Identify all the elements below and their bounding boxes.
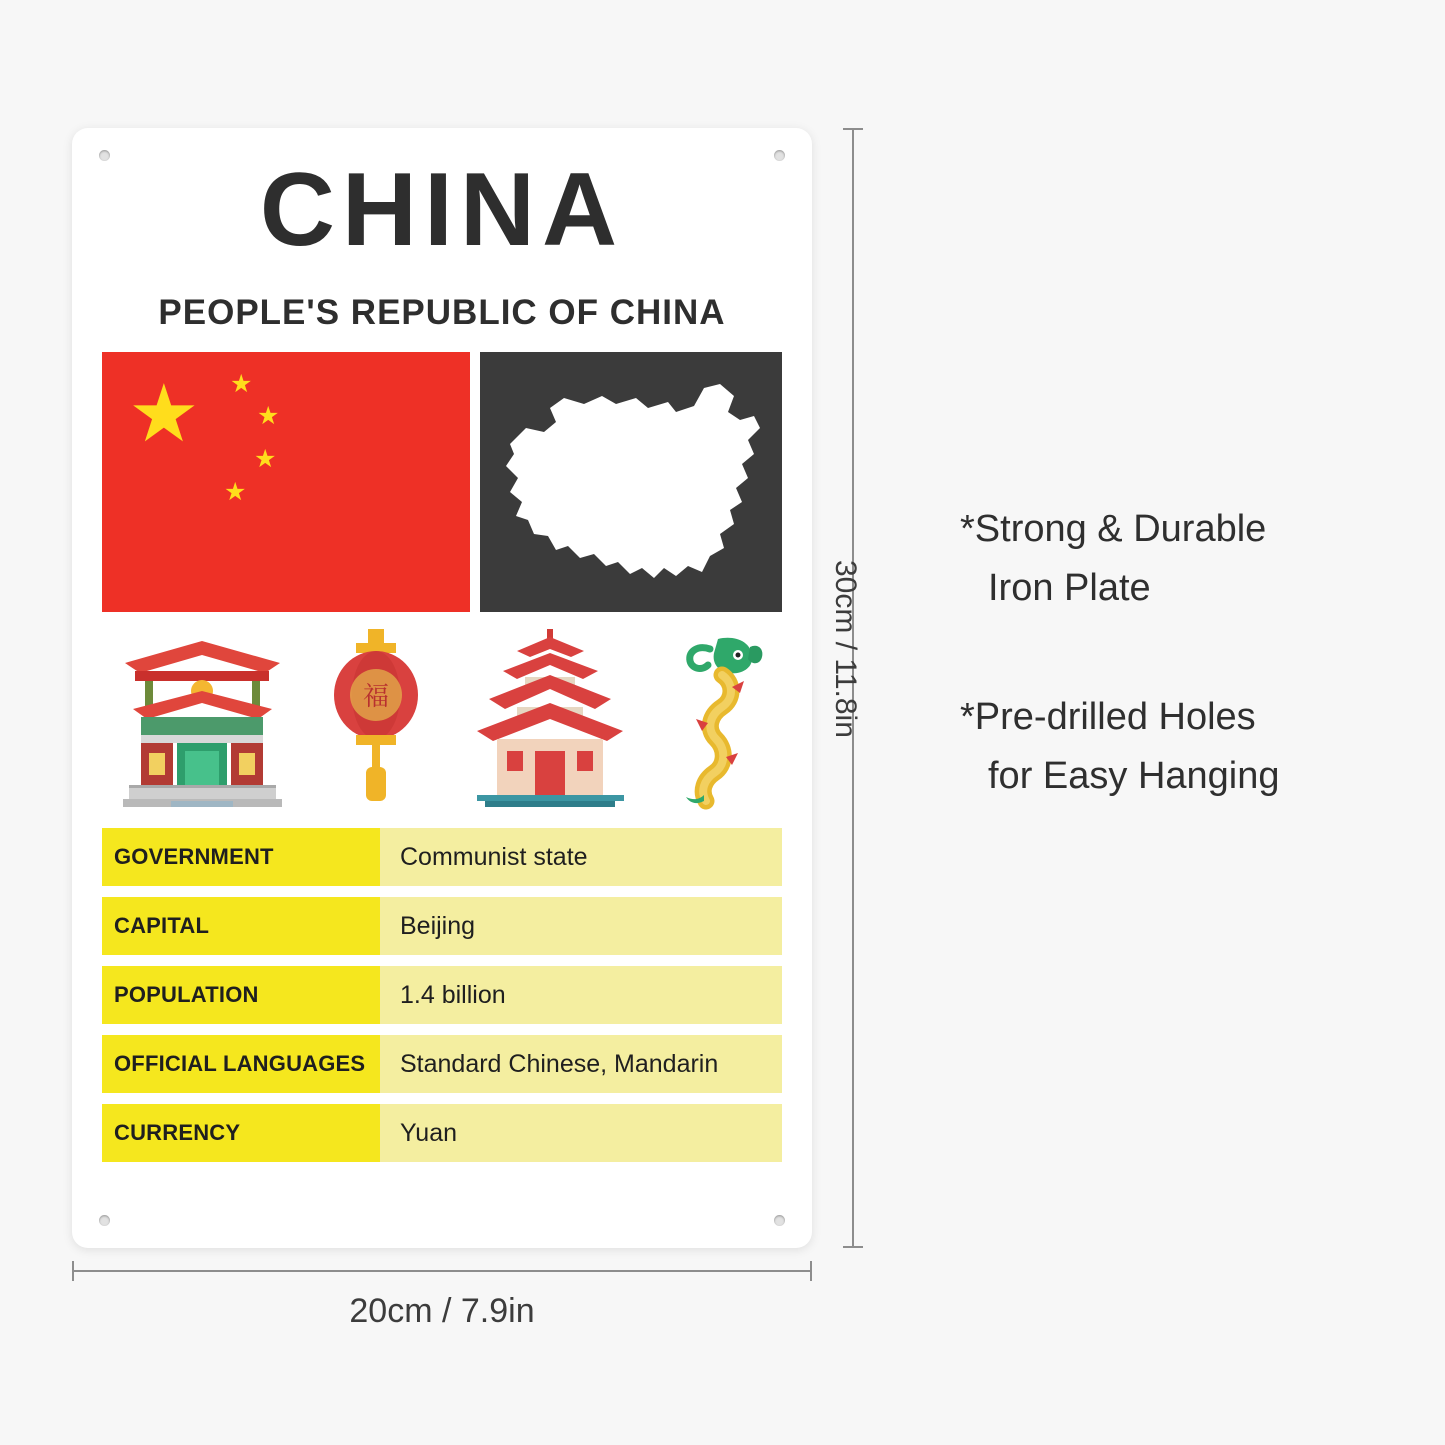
fact-label-currency: CURRENCY: [102, 1104, 380, 1162]
fact-label-population: POPULATION: [102, 966, 380, 1024]
fact-label-official-languages: OFFICIAL LANGUAGES: [102, 1035, 380, 1093]
fact-value-population: 1.4 billion: [380, 966, 782, 1024]
flag-star-small-2: ★: [257, 402, 280, 430]
fact-value-capital: Beijing: [380, 897, 782, 955]
chinese-gate-icon: [115, 625, 290, 820]
feature-item-holes: [960, 688, 1400, 806]
feature-list: [960, 500, 1400, 876]
table-row: [102, 1104, 782, 1162]
culture-icon-row: [102, 620, 782, 820]
flag-star-large: ★: [128, 369, 200, 458]
pagoda-temple-icon: [463, 625, 638, 820]
fact-table: [102, 828, 782, 1173]
country-subtitle: PEOPLE'S REPUBLIC OF CHINA: [158, 293, 726, 332]
fact-label-government: GOVERNMENT: [102, 828, 380, 886]
china-flag: [102, 352, 470, 612]
svg-text:福: 福: [363, 682, 390, 712]
china-map-shape: [498, 368, 766, 600]
height-dimension-label: 30cm / 11.8in: [829, 560, 862, 738]
flag-star-small-3: ★: [254, 445, 277, 473]
feature-item-durable: [960, 500, 1400, 618]
country-title: CHINA: [259, 152, 625, 268]
width-dimension-line: [72, 1270, 812, 1272]
flag-star-small-1: ★: [230, 370, 253, 398]
fact-label-capital: CAPITAL: [102, 897, 380, 955]
feature-durable-line-1: *Strong & Durable: [960, 508, 1267, 550]
flag-star-small-4: ★: [224, 478, 247, 506]
table-row: [102, 897, 782, 955]
table-row: [102, 828, 782, 886]
mounting-hole-bottom-left: [99, 1215, 110, 1226]
table-row: [102, 966, 782, 1024]
mounting-hole-bottom-right: [774, 1215, 785, 1226]
feature-holes-line-2: for Easy Hanging: [988, 754, 1280, 797]
table-row: [102, 1035, 782, 1093]
width-dimension-label: 20cm / 7.9in: [349, 1292, 535, 1330]
fact-value-currency: Yuan: [380, 1104, 782, 1162]
china-map: [480, 352, 782, 612]
chinese-lantern-icon: [316, 625, 436, 820]
feature-holes-line-1: *Pre-drilled Holes: [960, 695, 1256, 738]
metal-sign: [72, 128, 812, 1248]
feature-durable-line-2: Iron Plate: [988, 566, 1151, 609]
fact-value-government: Communist state: [380, 828, 782, 886]
chinese-dragon-icon: [664, 625, 769, 820]
flag-map-row: [102, 352, 782, 612]
fact-value-official-languages: Standard Chinese, Mandarin: [380, 1035, 782, 1093]
